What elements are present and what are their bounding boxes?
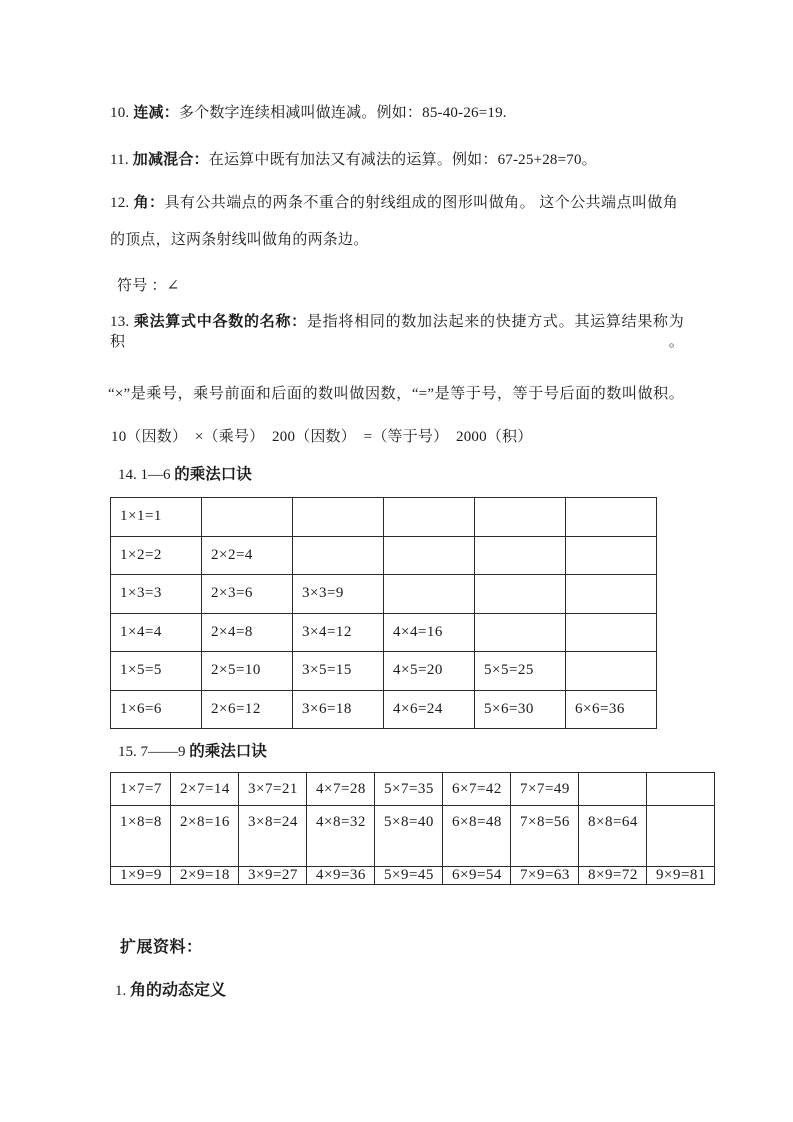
table-cell bbox=[566, 498, 657, 537]
section-15-heading bbox=[118, 742, 267, 762]
angle-symbol: ∠ bbox=[166, 278, 180, 294]
definition-10-text: 多个数字连续相减叫做连减。例如：85-40-26=19. bbox=[178, 105, 507, 121]
table-cell: 4×5=20 bbox=[384, 652, 475, 691]
table-row bbox=[111, 536, 657, 575]
table-cell: 2×9=18 bbox=[171, 867, 239, 885]
table-cell: 8×8=64 bbox=[579, 806, 647, 867]
table-row bbox=[111, 575, 657, 614]
table-cell bbox=[384, 575, 475, 614]
table-cell: 1×2=2 bbox=[111, 536, 202, 575]
definition-11 bbox=[110, 150, 597, 170]
definition-13-term: 乘法算式中各数的名称： bbox=[133, 314, 307, 330]
definition-11-number: 11. bbox=[110, 152, 129, 168]
definition-12 bbox=[110, 193, 678, 213]
table-cell: 2×5=10 bbox=[202, 652, 293, 691]
table-row bbox=[111, 690, 657, 729]
table-cell: 9×9=81 bbox=[647, 867, 715, 885]
table-cell: 1×6=6 bbox=[111, 690, 202, 729]
table-cell bbox=[647, 773, 715, 806]
table-row bbox=[111, 613, 657, 652]
table-cell bbox=[475, 498, 566, 537]
table-cell: 2×4=8 bbox=[202, 613, 293, 652]
table-cell: 6×7=42 bbox=[443, 773, 511, 806]
expansion-item-1-number: 1. bbox=[115, 983, 130, 999]
table-cell: 7×7=49 bbox=[511, 773, 579, 806]
table-cell: 4×4=16 bbox=[384, 613, 475, 652]
table-cell: 8×9=72 bbox=[579, 867, 647, 885]
table-cell: 6×6=36 bbox=[566, 690, 657, 729]
table-cell: 3×8=24 bbox=[239, 806, 307, 867]
table-cell: 2×7=14 bbox=[171, 773, 239, 806]
factor-example-text: 10（因数） ×（乘号） 200（因数） =（等于号） 2000（积） bbox=[111, 429, 533, 445]
definition-13-text: 是指将相同的数加法起来的快捷方式。其运算结果称为积。 bbox=[110, 314, 684, 350]
table-cell: 4×7=28 bbox=[307, 773, 375, 806]
definition-10 bbox=[110, 103, 507, 123]
table-row bbox=[111, 498, 657, 537]
table-cell: 1×8=8 bbox=[111, 806, 171, 867]
expansion-item-1 bbox=[115, 981, 226, 1001]
table-cell: 6×9=54 bbox=[443, 867, 511, 885]
table-cell: 3×4=12 bbox=[293, 613, 384, 652]
symbol-label: 符号 ： bbox=[117, 278, 167, 294]
table-cell: 1×4=4 bbox=[111, 613, 202, 652]
table-cell: 3×6=18 bbox=[293, 690, 384, 729]
table-cell: 4×6=24 bbox=[384, 690, 475, 729]
table-cell: 6×8=48 bbox=[443, 806, 511, 867]
table-cell bbox=[293, 498, 384, 537]
definition-11-text: 在运算中既有加法又有减法的运算。例如：67-25+28=70。 bbox=[208, 152, 597, 168]
table-cell: 7×8=56 bbox=[511, 806, 579, 867]
multiplication-table-7-9 bbox=[110, 772, 715, 885]
section-15-prefix: 15. 7——9 bbox=[118, 744, 190, 760]
section-14-prefix: 14. 1—6 bbox=[118, 467, 175, 483]
table-cell: 2×8=16 bbox=[171, 806, 239, 867]
table-cell bbox=[647, 806, 715, 867]
section-15-title: 的乘法口诀 bbox=[189, 743, 267, 760]
definition-12-number: 12. bbox=[110, 195, 130, 211]
table-row bbox=[111, 806, 715, 867]
table-cell: 2×2=4 bbox=[202, 536, 293, 575]
definition-10-term: 连减： bbox=[133, 105, 179, 121]
table-cell bbox=[566, 536, 657, 575]
factor-example bbox=[111, 427, 532, 447]
section-14-title: 的乘法口诀 bbox=[174, 466, 252, 483]
definition-13 bbox=[110, 312, 684, 352]
section-14-heading bbox=[118, 465, 252, 485]
table-cell bbox=[475, 536, 566, 575]
table-cell: 1×9=9 bbox=[111, 867, 171, 885]
table-cell: 5×7=35 bbox=[375, 773, 443, 806]
table-cell: 4×9=36 bbox=[307, 867, 375, 885]
table-cell: 1×5=5 bbox=[111, 652, 202, 691]
multiply-sign-note-text: “×”是乘号，乘号前面和后面的数叫做因数，“=”是等于号，等于号后面的数叫做积。 bbox=[108, 386, 684, 402]
expansion-heading-text: 扩展资料： bbox=[120, 939, 203, 956]
table-cell bbox=[566, 575, 657, 614]
table-cell: 7×9=63 bbox=[511, 867, 579, 885]
definition-13-number: 13. bbox=[110, 314, 130, 330]
table-cell: 5×5=25 bbox=[475, 652, 566, 691]
table-cell: 3×7=21 bbox=[239, 773, 307, 806]
table-cell: 5×9=45 bbox=[375, 867, 443, 885]
table-cell: 2×3=6 bbox=[202, 575, 293, 614]
table-cell bbox=[566, 613, 657, 652]
table-cell bbox=[566, 652, 657, 691]
table-cell: 3×9=27 bbox=[239, 867, 307, 885]
definition-11-term: 加减混合： bbox=[132, 152, 209, 168]
table-cell bbox=[475, 613, 566, 652]
table-cell bbox=[475, 575, 566, 614]
table-row bbox=[111, 867, 715, 885]
definition-10-number: 10. bbox=[110, 105, 130, 121]
table-cell: 1×3=3 bbox=[111, 575, 202, 614]
expansion-heading bbox=[120, 938, 203, 958]
definition-12-continued bbox=[110, 230, 368, 250]
table-cell: 4×8=32 bbox=[307, 806, 375, 867]
definition-12-continued-text: 的顶点，这两条射线叫做角的两条边。 bbox=[110, 232, 369, 248]
multiplication-table-1-6 bbox=[110, 497, 657, 729]
table-cell bbox=[293, 536, 384, 575]
symbol-line bbox=[117, 276, 179, 296]
table-cell bbox=[384, 498, 475, 537]
multiply-sign-note bbox=[108, 384, 684, 404]
table-cell bbox=[579, 773, 647, 806]
expansion-item-1-title: 角的动态定义 bbox=[130, 982, 227, 999]
table-cell: 5×8=40 bbox=[375, 806, 443, 867]
definition-12-text: 具有公共端点的两条不重合的射线组成的图形叫做角。 这个公共端点叫做角 bbox=[164, 195, 678, 211]
table-row bbox=[111, 652, 657, 691]
table-cell bbox=[384, 536, 475, 575]
table-row bbox=[111, 773, 715, 806]
table-cell: 3×3=9 bbox=[293, 575, 384, 614]
table-cell bbox=[202, 498, 293, 537]
table-cell: 1×7=7 bbox=[111, 773, 171, 806]
table-cell: 1×1=1 bbox=[111, 498, 202, 537]
table-cell: 3×5=15 bbox=[293, 652, 384, 691]
definition-12-term: 角： bbox=[133, 195, 165, 211]
table-cell: 5×6=30 bbox=[475, 690, 566, 729]
table-cell: 2×6=12 bbox=[202, 690, 293, 729]
